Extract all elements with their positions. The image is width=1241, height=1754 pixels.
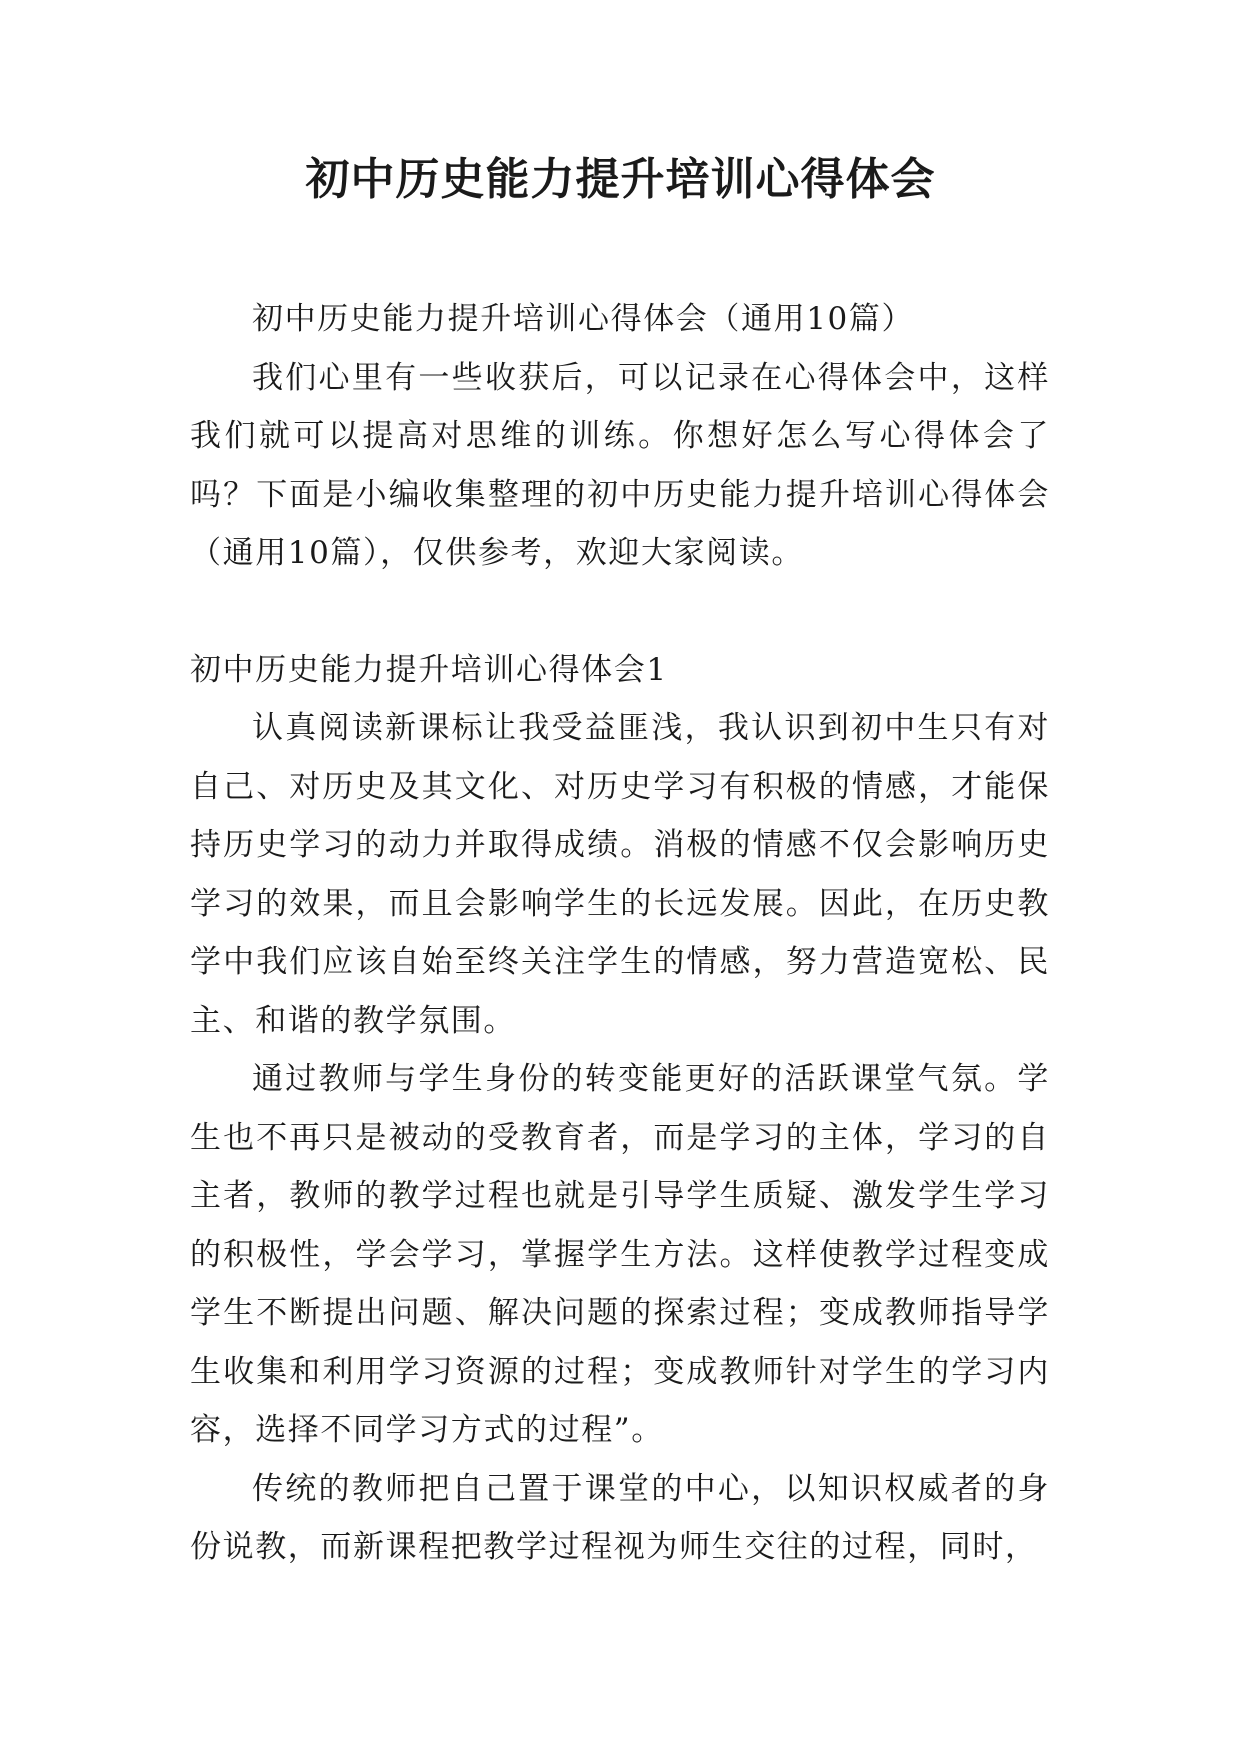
section-heading: 初中历史能力提升培训心得体会1 xyxy=(190,651,668,688)
body-paragraph-3: 传统的教师把自己置于课堂的中心，以知识权威者的身份说教，而新课程把教学过程视为师生交往的过程，同时， xyxy=(190,1470,1050,1565)
document-body xyxy=(190,290,1050,1577)
body-paragraph-1: 认真阅读新课标让我受益匪浅，我认识到初中生只有对自己、对历史及其文化、对历史学习有积极的情感，才能保持历史学习的动力并取得成绩。消极的情感不仅会影响历史学习的效果，而且会影响学生的长远发展。因此，在历史教学中我们应该自始至终关注学生的情感，努力营造宽松、民主、和谐的教学氛围。 xyxy=(190,710,1050,1039)
body-paragraph-2: 通过教师与学生身份的转变能更好的活跃课堂气氛。学生也不再只是被动的受教育者，而是学习的主体，学习的自主者，教师的教学过程也就是引导学生质疑、激发学生学习的积极性，学会学习，掌握学生方法。这样使教学过程变成学生不断提出问题、解决问题的探索过程；变成教师指导学生收集和利用学习资源的过程；变成教师针对学生的学习内容，选择不同学习方式的过程”。 xyxy=(190,1061,1050,1448)
document-title: 初中历史能力提升培训心得体会 xyxy=(305,154,936,205)
document-subtitle: 初中历史能力提升培训心得体会（通用10篇） xyxy=(252,301,915,337)
intro-paragraph: 我们心里有一些收获后，可以记录在心得体会中，这样我们就可以提高对思维的训练。你想好怎么写心得体会了吗？下面是小编收集整理的初中历史能力提升培训心得体会（通用10篇），仅供参考，欢迎大家阅读。 xyxy=(190,359,1050,571)
section-gap xyxy=(190,583,1050,641)
